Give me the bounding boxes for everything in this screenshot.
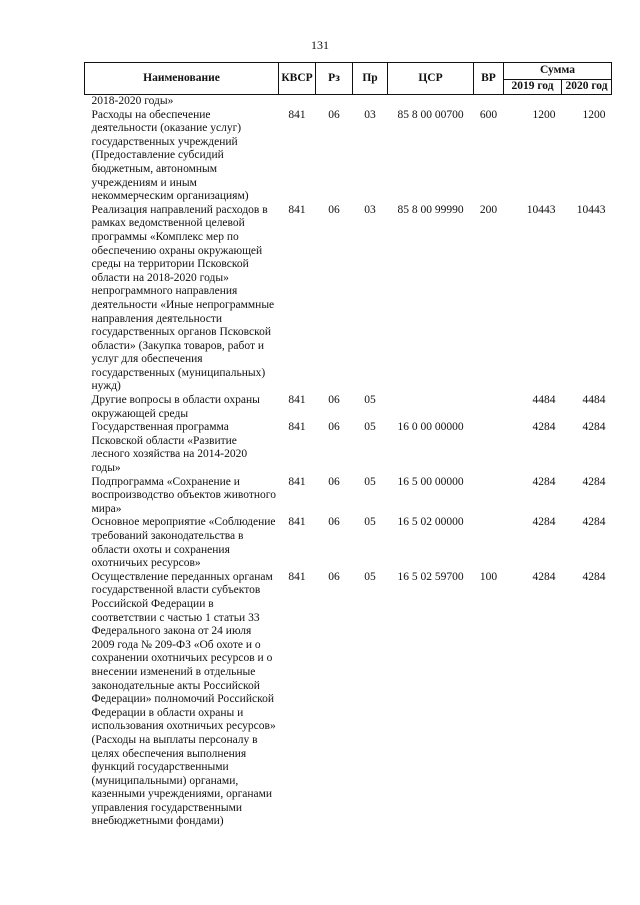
table-row (85, 394, 612, 421)
header-rz: Рз (316, 63, 353, 95)
header-vr: ВР (474, 63, 504, 95)
cell-name: Расходы на обеспечение деятельности (оказание услуг) государственных учреждений (Предоставление субсидий бюджетным, автономным учреждениям и иным некоммерческим организациям) (91, 108, 249, 203)
cell-pr: 03 (364, 108, 376, 121)
table-row (85, 516, 612, 570)
cell-vr (474, 421, 504, 475)
cell-csr (388, 394, 474, 421)
budget-table (84, 62, 612, 829)
cell-2020: 4284 (582, 475, 606, 488)
table-row (85, 204, 612, 394)
cell-vr (474, 476, 504, 517)
cell-2019: 1200 (532, 108, 556, 121)
cell-rz: 06 (328, 570, 340, 583)
cell-2019: 4284 (532, 475, 556, 488)
table-row (85, 571, 612, 829)
cell-rz: 06 (328, 203, 340, 216)
continuation-row (85, 95, 612, 109)
cell-pr: 03 (364, 203, 376, 216)
table-row (85, 476, 612, 517)
cell-kvsr: 841 (288, 108, 306, 121)
continuation-text: 2018-2020 годы» (91, 95, 174, 107)
cell-csr: 16 5 00 00000 (397, 475, 464, 488)
header-2019: 2019 год (504, 80, 562, 95)
cell-2020: 4284 (582, 570, 606, 583)
cell-pr: 05 (364, 516, 376, 529)
cell-2019: 4284 (532, 570, 556, 583)
cell-2020: 1200 (582, 108, 606, 121)
cell-2019: 4284 (532, 516, 556, 529)
header-name: Наименование (85, 63, 279, 95)
cell-vr (474, 394, 504, 421)
cell-2020: 4284 (582, 516, 606, 529)
cell-rz: 06 (328, 475, 340, 488)
cell-csr: 16 5 02 00000 (397, 516, 464, 529)
header-kvsr: КВСР (279, 63, 316, 95)
cell-kvsr: 841 (288, 203, 306, 216)
cell-pr: 05 (364, 421, 376, 434)
cell-kvsr: 841 (288, 394, 306, 407)
cell-name: Подпрограмма «Сохранение и воспроизводство объектов животного мира» (91, 475, 276, 515)
cell-csr: 16 5 02 59700 (397, 570, 464, 583)
cell-rz: 06 (328, 421, 340, 434)
cell-csr: 85 8 00 99990 (397, 203, 464, 216)
cell-2019: 10443 (526, 203, 556, 216)
table-row (85, 109, 612, 204)
cell-vr (474, 516, 504, 570)
cell-2019: 4484 (532, 394, 556, 407)
header-pr: Пр (353, 63, 388, 95)
cell-kvsr: 841 (288, 475, 306, 488)
header-2020: 2020 год (562, 80, 612, 95)
cell-csr: 85 8 00 00700 (397, 108, 464, 121)
page-number: 131 (311, 38, 329, 52)
cell-name: Осуществление переданных органам государственной власти субъектов Российской Федерации в соответствии с частью 1 статьи 33 Федерального закона от 24 июля 2009 года № 209-ФЗ «Об охоте и о сохранении охотничьих ресурсов и о внесении изменений в отдельные законодательные акты Российской Федерации» полномочий Российской Федерации в области охраны и использования охотничьих ресурсов» (Расходы на выплаты персоналу в целях обеспечения выполнения функций государственными (муниципальными) органами, казенными учреждениями, органами управления государственными внебюджетными фондами) (91, 570, 276, 828)
cell-2020: 10443 (576, 203, 606, 216)
cell-name: Другие вопросы в области охраны окружающей среды (91, 394, 260, 420)
cell-name: Основное мероприятие «Соблюдение требований законодательства в области охоты и сохранения охотничьих ресурсов» (91, 516, 276, 570)
cell-csr: 16 0 00 00000 (397, 421, 464, 434)
header-csr: ЦСР (388, 63, 474, 95)
cell-pr: 05 (364, 394, 376, 407)
cell-pr: 05 (364, 570, 376, 583)
cell-vr: 100 (479, 570, 498, 583)
table-row (85, 421, 612, 475)
cell-rz: 06 (328, 394, 340, 407)
cell-name: Реализация направлений расходов в рамках ведомственной целевой программы «Комплекс мер по обеспечению охраны окружающей среды на территории Псковской области на 2018-2020 годы» непрограммного направления деятельности «Иные непрограммные направления деятельности государственных органов Псковской области» (Закупка товаров, работ и услуг для обеспечения государственных (муниципальных) нужд) (91, 203, 275, 393)
cell-kvsr: 841 (288, 421, 306, 434)
header-sum: Сумма (504, 63, 612, 80)
cell-name: Государственная программа Псковской области «Развитие лесного хозяйства на 2014-2020 годы» (91, 421, 248, 475)
cell-kvsr: 841 (288, 516, 306, 529)
cell-vr: 600 (479, 108, 498, 121)
cell-2020: 4284 (582, 421, 606, 434)
cell-rz: 06 (328, 108, 340, 121)
cell-vr: 200 (479, 203, 498, 216)
cell-rz: 06 (328, 516, 340, 529)
cell-pr: 05 (364, 475, 376, 488)
cell-2019: 4284 (532, 421, 556, 434)
cell-2020: 4484 (582, 394, 606, 407)
cell-kvsr: 841 (288, 570, 306, 583)
